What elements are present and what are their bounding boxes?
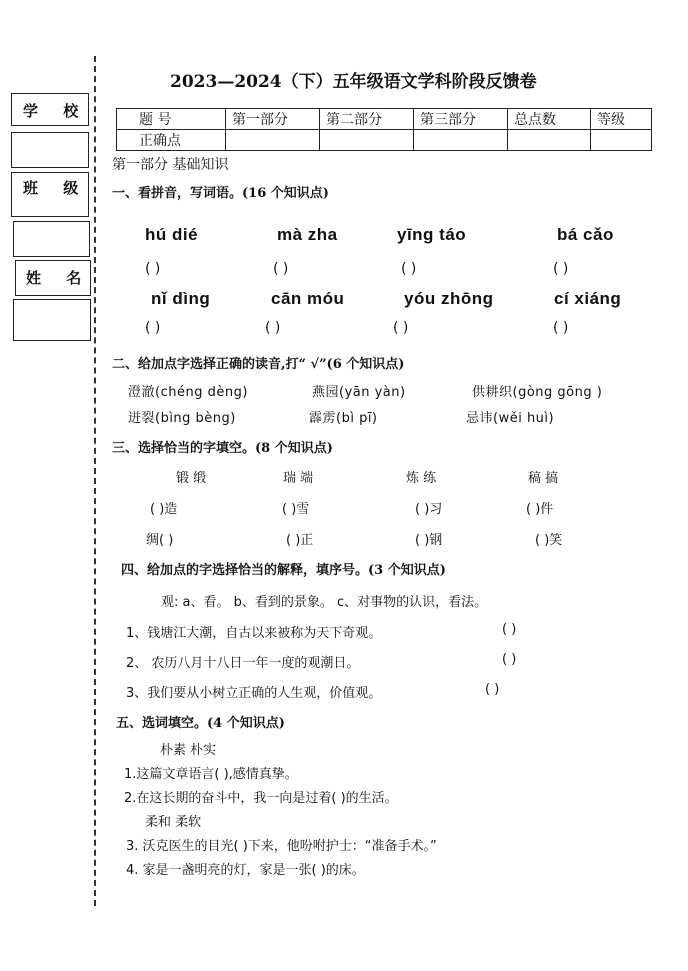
- pronunciation-item[interactable]: 迸裂(bìng bèng): [128, 411, 236, 426]
- answer-blank[interactable]: ( ): [145, 261, 161, 277]
- row-label-cell: 正确点: [117, 130, 226, 151]
- fill-sentence[interactable]: 4. 家是一盏明亮的灯，家是一张( )的床。: [126, 863, 365, 878]
- pronunciation-item[interactable]: 忌讳(wěi huì): [466, 411, 555, 426]
- pronunciation-item[interactable]: 供耕织(gòng gōng ): [472, 385, 603, 400]
- pronunciation-item[interactable]: 澄澈(chéng dèng): [128, 385, 248, 400]
- answer-blank[interactable]: ( ): [393, 320, 409, 336]
- score-table-header-row: [117, 109, 652, 130]
- table-header-cell: 题 号: [117, 109, 226, 130]
- part-heading: 第一部分 基础知识: [112, 157, 229, 173]
- pinyin-item: nǐ dìng: [151, 289, 211, 308]
- name-label-box: [15, 260, 91, 296]
- pinyin-item: cí xiáng: [554, 289, 622, 308]
- question-item: 3、我们要从小树立正确的人生观，价值观。: [126, 686, 382, 701]
- name-input[interactable]: [13, 299, 91, 341]
- pinyin-item: cān móu: [271, 289, 345, 308]
- question-item: 1、钱塘江大潮，自古以来被称为天下奇观。: [126, 626, 382, 641]
- table-header-cell: 总点数: [508, 109, 591, 130]
- char-pair: 炼 练: [406, 471, 437, 486]
- score-table: [116, 108, 652, 151]
- school-label: 学 校: [23, 102, 89, 120]
- word-choices: 柔和 柔软: [145, 815, 202, 830]
- pinyin-item: hú dié: [145, 225, 199, 244]
- answer-blank[interactable]: ( ): [273, 261, 289, 277]
- answer-blank[interactable]: ( ): [485, 682, 500, 697]
- question-4-heading: 四、给加点的字选择恰当的解释，填序号。(3 个知识点): [121, 563, 446, 578]
- answer-blank[interactable]: ( ): [553, 320, 569, 336]
- question-item: 2、 农历八月十八日一年一度的观潮日。: [126, 656, 360, 671]
- binding-dashed-line: [94, 56, 96, 906]
- char-pair: 瑞 端: [283, 471, 314, 486]
- pronunciation-item[interactable]: 霹雳(bì pī): [309, 411, 378, 426]
- answer-blank[interactable]: ( ): [502, 652, 517, 667]
- answer-blank[interactable]: ( ): [401, 261, 417, 277]
- answer-blank[interactable]: ( ): [145, 320, 161, 336]
- question-1-heading: 一、看拼音，写词语。(16 个知识点): [112, 186, 329, 201]
- pinyin-item: yóu zhōng: [404, 289, 494, 308]
- score-table-row: [117, 130, 652, 151]
- name-label: 姓 名: [26, 269, 92, 287]
- fill-sentence[interactable]: 3. 沃克医生的目光( )下来，他吩咐护士：“准备手术。”: [126, 839, 437, 854]
- char-pair: 稿 搞: [528, 471, 559, 486]
- answer-blank[interactable]: ( ): [553, 261, 569, 277]
- question-2-heading: 二、给加点字选择正确的读音,打“ √”(6 个知识点): [112, 357, 405, 372]
- fill-sentence[interactable]: 1.这篇文章语言( ),感情真挚。: [124, 767, 298, 782]
- score-cell[interactable]: [320, 130, 414, 151]
- class-input[interactable]: [13, 221, 90, 257]
- pinyin-item: bá cǎo: [557, 225, 614, 244]
- fill-blank[interactable]: ( )雪: [282, 502, 310, 517]
- fill-blank[interactable]: ( )件: [526, 502, 554, 517]
- pinyin-item: yīng táo: [397, 225, 467, 244]
- school-input[interactable]: [11, 132, 89, 168]
- fill-blank[interactable]: ( )钢: [415, 533, 443, 548]
- table-header-cell: 第三部分: [414, 109, 508, 130]
- table-header-cell: 第一部分: [226, 109, 320, 130]
- fill-blank[interactable]: ( )造: [150, 502, 178, 517]
- fill-blank[interactable]: 绸( ): [146, 533, 174, 548]
- fill-sentence[interactable]: 2.在这长期的奋斗中，我一向是过着( )的生活。: [124, 791, 398, 806]
- question-5-heading: 五、选词填空。(4 个知识点): [116, 716, 285, 731]
- word-choices: 朴素 朴实: [160, 743, 217, 758]
- score-cell[interactable]: [591, 130, 652, 151]
- char-pair: 锻 缎: [176, 471, 207, 486]
- fill-blank[interactable]: ( )笑: [535, 533, 563, 548]
- table-header-cell: 第二部分: [320, 109, 414, 130]
- answer-blank[interactable]: ( ): [502, 622, 517, 637]
- score-cell[interactable]: [508, 130, 591, 151]
- class-label-box: [11, 172, 89, 217]
- score-cell[interactable]: [414, 130, 508, 151]
- score-cell[interactable]: [226, 130, 320, 151]
- pronunciation-item[interactable]: 燕园(yān yàn): [312, 385, 406, 400]
- table-header-cell: 等级: [591, 109, 652, 130]
- fill-blank[interactable]: ( )正: [286, 533, 314, 548]
- class-label: 班 级: [23, 179, 89, 197]
- definition-options: 观: a、看。 b、看到的景象。 c、对事物的认识，看法。: [161, 595, 488, 610]
- question-3-heading: 三、选择恰当的字填空。(8 个知识点): [112, 441, 333, 456]
- page-title: 2023—2024（下）五年级语文学科阶段反馈卷: [170, 72, 537, 92]
- pinyin-item: mà zha: [277, 225, 338, 244]
- answer-blank[interactable]: ( ): [265, 320, 281, 336]
- fill-blank[interactable]: ( )习: [415, 502, 443, 517]
- school-label-box: [11, 93, 89, 126]
